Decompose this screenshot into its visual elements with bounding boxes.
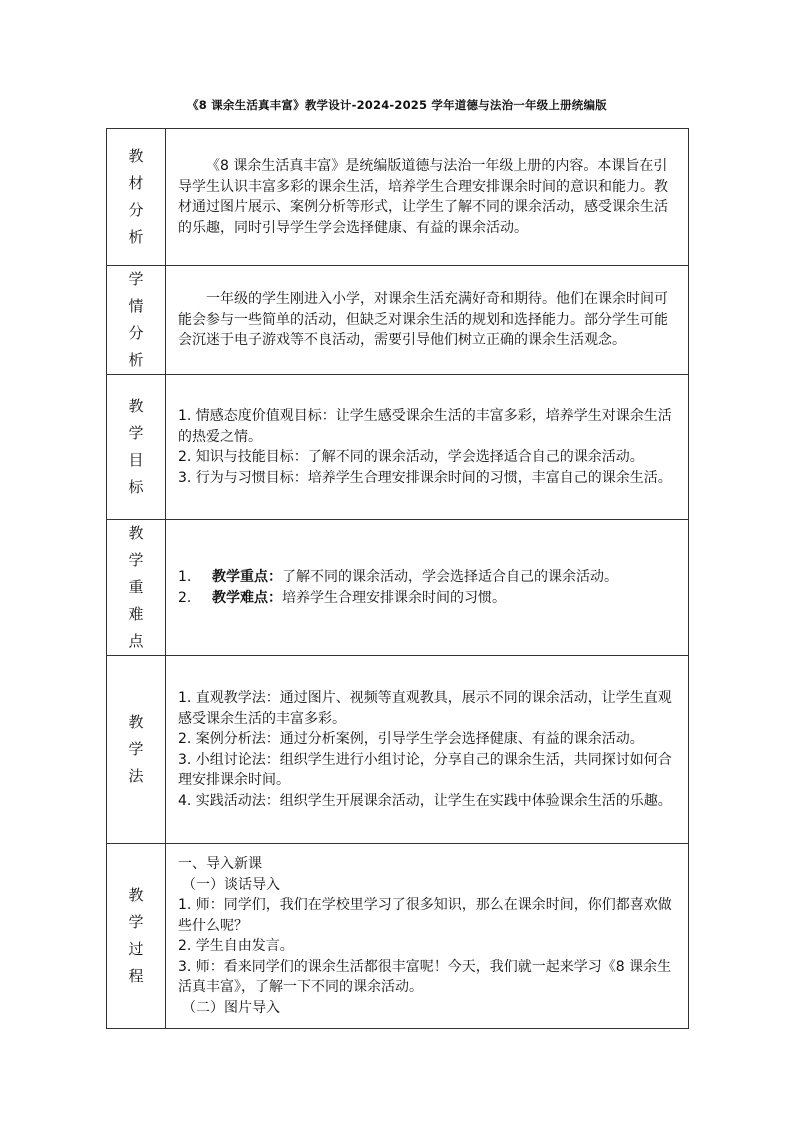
method-item: 2. 案例分析法：通过分析案例，引导学生学会选择健康、有益的课余活动。 (178, 731, 644, 747)
row-textbook-analysis (107, 129, 689, 266)
row-content-cell (166, 266, 689, 375)
analysis-text: 《8 课余生活真丰富》是统编版道德与法治一年级上册的内容。本课旨在引导学生认识丰富多彩的课余生活，培养学生合理安排课余时间的意识和能力。教材通过图片展示、案例分析等形式，让学生了解不同的课余活动，感受课余生活的乐趣，同时引导学生学会选择健康、有益的课余活动。 (178, 158, 668, 236)
process-step: 2. 学生自由发言。 (178, 938, 294, 954)
process-heading: 一、导入新课 (178, 856, 262, 872)
process-subheading: （二）图片导入 (182, 999, 280, 1016)
row-label-cell (107, 844, 166, 1029)
lesson-plan-table (106, 128, 689, 1029)
row-teaching-goals (107, 375, 689, 520)
row-label-cell (107, 129, 166, 266)
row-label: 教学重难点 (128, 524, 144, 650)
row-label: 教材分析 (128, 147, 144, 246)
row-label: 教学过程 (128, 886, 144, 985)
row-content-cell (166, 844, 689, 1029)
key-point-item (178, 567, 676, 588)
process-step: 3. 师：看来同学们的课余生活都很丰富呢！今天，我们就一起来学习《8 课余生活真丰富》，了解一下不同的课余活动。 (178, 958, 672, 995)
process-subheading: （一）谈话导入 (182, 876, 280, 893)
process-step: 1. 师：同学们，我们在学校里学习了很多知识，那么在课余时间，你们都喜欢做些什么呢？ (178, 897, 672, 934)
row-key-points (107, 520, 689, 656)
key-point-term: 教学重点： (212, 569, 282, 585)
method-item: 3. 小组讨论法：组织学生进行小组讨论，分享自己的课余生活，共同探讨如何合理安排课余时间。 (178, 751, 672, 788)
row-content-cell (166, 520, 689, 656)
goal-item: 1. 情感态度价值观目标：让学生感受课余生活的丰富多彩，培养学生对课余生活的热爱之情。 (178, 408, 672, 445)
row-label-cell (107, 266, 166, 375)
row-content-cell (166, 375, 689, 520)
row-label: 教学目标 (128, 397, 144, 496)
goal-item: 2. 知识与技能目标：了解不同的课余活动，学会选择适合自己的课余活动。 (178, 449, 644, 465)
row-student-analysis (107, 266, 689, 375)
row-content-cell (166, 656, 689, 844)
key-point-text: 了解不同的课余活动，学会选择适合自己的课余活动。 (282, 569, 618, 585)
document-title: 《8 课余生活真丰富》教学设计-2024-2025 学年道德与法治一年级上册统编版 (187, 98, 607, 112)
key-point-number: 1. (178, 569, 192, 585)
key-point-term: 教学难点： (212, 589, 282, 606)
key-point-text: 培养学生合理安排课余时间的习惯。 (282, 589, 506, 606)
row-teaching-methods (107, 656, 689, 844)
row-content-cell (166, 129, 689, 266)
goal-item: 3. 行为与习惯目标：培养学生合理安排课余时间的习惯，丰富自己的课余生活。 (178, 469, 672, 486)
students-text: 一年级的学生刚进入小学，对课余生活充满好奇和期待。他们在课余时间可能会参与一些简单的活动，但缺乏对课余生活的规划和选择能力。部分学生可能会沉迷于电子游戏等不良活动，需要引导他们树立正确的课余生活观念。 (178, 291, 668, 349)
method-item: 4. 实践活动法：组织学生开展课余活动，让学生在实践中体验课余生活的乐趣。 (178, 792, 672, 809)
row-label: 教学法 (128, 713, 144, 785)
key-point-item (178, 588, 676, 609)
row-label-cell (107, 375, 166, 520)
row-label-cell (107, 656, 166, 844)
row-label: 学情分析 (128, 270, 144, 369)
key-point-number: 2. (178, 589, 192, 606)
row-label-cell (107, 520, 166, 656)
row-teaching-process (107, 844, 689, 1029)
method-item: 1. 直观教学法：通过图片、视频等直观教具，展示不同的课余活动，让学生直观感受课余生活的丰富多彩。 (178, 690, 672, 727)
